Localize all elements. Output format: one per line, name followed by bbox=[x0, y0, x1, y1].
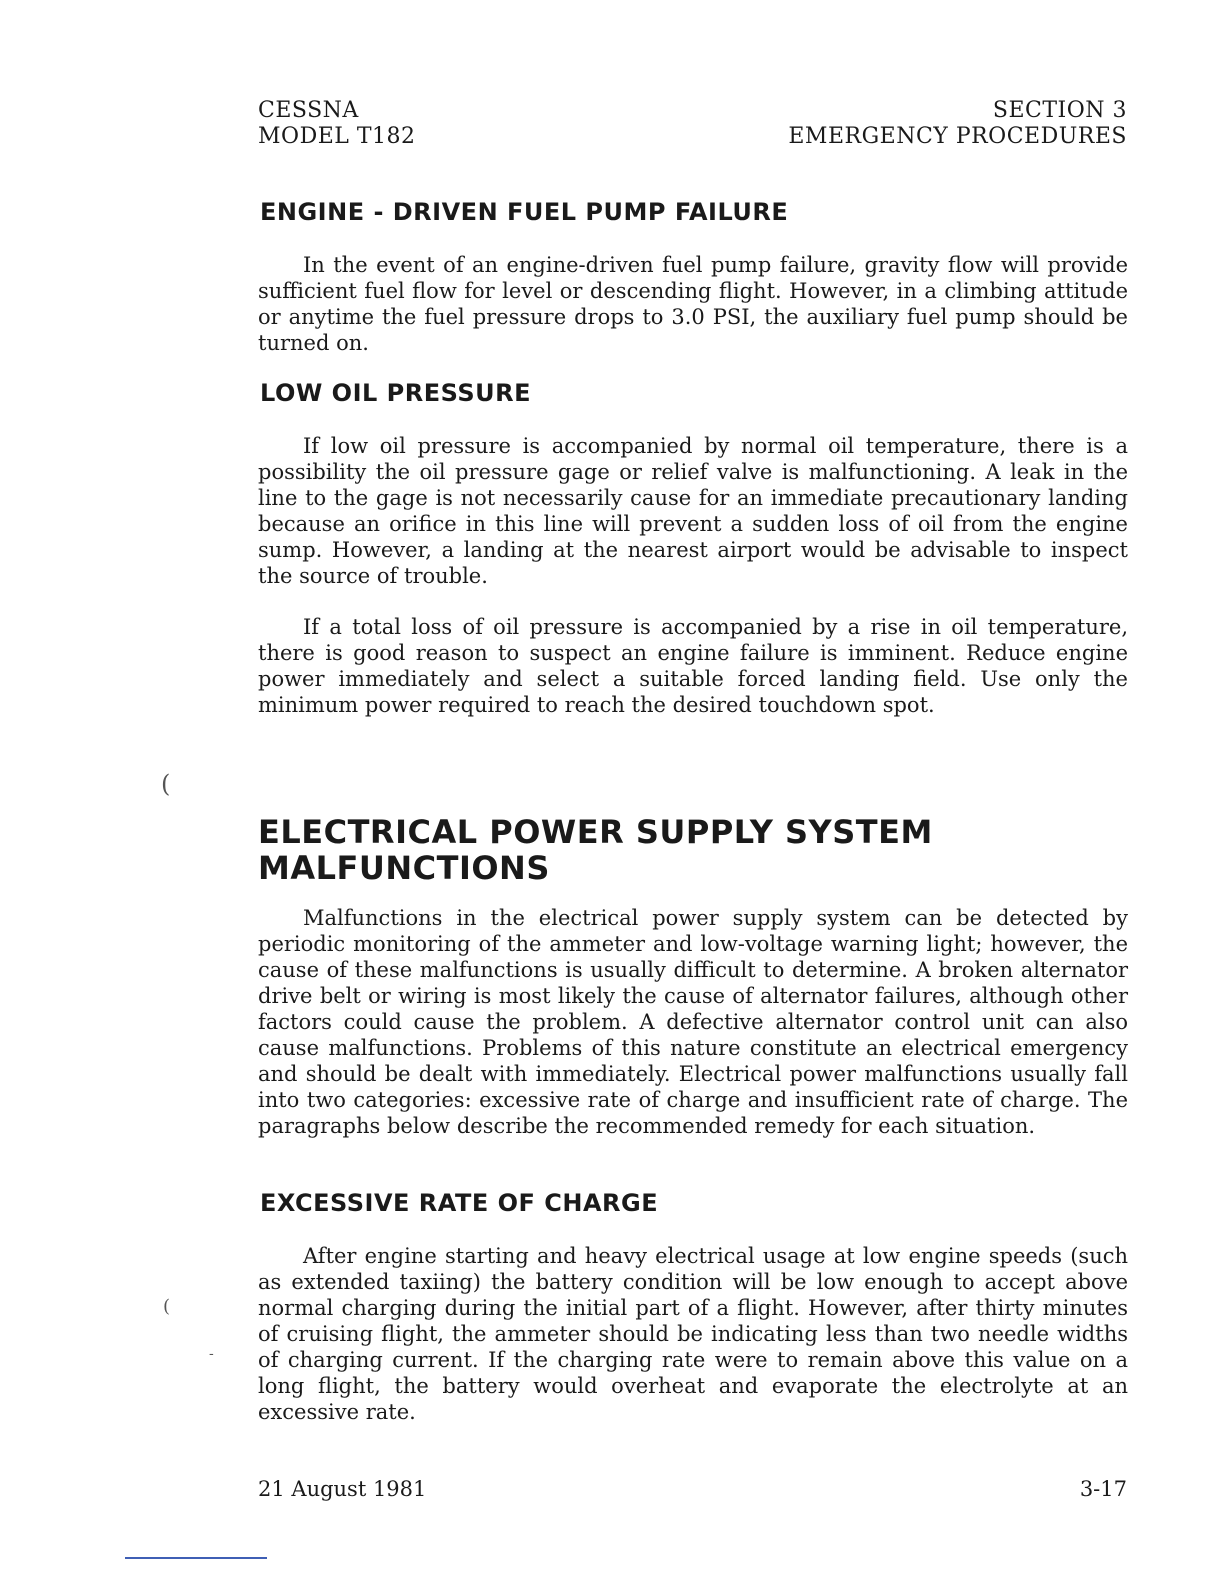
footer-date: 21 August 1981 bbox=[258, 1477, 427, 1501]
paragraph-excessive-rate-of-charge: After engine starting and heavy electrical usage at low engine speeds (such as extended taxiing) the battery condition will be low enough to accept above normal charging during the initial part of a flight. However, after thirty minutes of cruising flight, the ammeter should be indicating less than two needle widths of charging current. If the charging rate were to remain above this value on a long flight, the battery would overheat and evaporate the electrolyte at an excessive rate. bbox=[258, 1244, 1128, 1424]
heading-line-1: ELECTRICAL POWER SUPPLY SYSTEM bbox=[258, 813, 933, 851]
manufacturer-name: CESSNA bbox=[258, 98, 359, 123]
paragraph-low-oil-pressure-1: If low oil pressure is accompanied by normal oil temperature, there is a possibility the oil pressure gage or relief valve is malfunctioning. A leak in the line to the gage is not necessarily cause for an immediate precautionary landing because an orifice in this line will prevent a sudden loss of oil from the engine sump. However, a landing at the nearest airport would be advisable to inspect the source of trouble. bbox=[258, 434, 1128, 588]
model-name: MODEL T182 bbox=[258, 124, 416, 149]
heading-fuel-pump-failure: ENGINE - DRIVEN FUEL PUMP FAILURE bbox=[260, 198, 789, 226]
bottom-rule bbox=[125, 1557, 267, 1559]
section-title: EMERGENCY PROCEDURES bbox=[788, 124, 1127, 149]
heading-low-oil-pressure: LOW OIL PRESSURE bbox=[260, 379, 531, 407]
paragraph-fuel-pump-failure: In the event of an engine-driven fuel pump failure, gravity flow will provide sufficient fuel flow for level or descending flight. However, in a climbing attitude or anytime the fuel pressure drops to 3.0 PSI, the auxiliary fuel pump should be turned on. bbox=[258, 253, 1128, 355]
heading-electrical-malfunctions bbox=[258, 814, 1138, 886]
page-header-left bbox=[258, 98, 416, 150]
margin-mark: ( bbox=[163, 1296, 171, 1317]
footer-page-number: 3-17 bbox=[1079, 1477, 1127, 1501]
heading-excessive-rate-of-charge: EXCESSIVE RATE OF CHARGE bbox=[260, 1189, 659, 1217]
section-number: SECTION 3 bbox=[992, 98, 1127, 123]
paragraph-low-oil-pressure-2: If a total loss of oil pressure is accompanied by a rise in oil temperature, there is good reason to suspect an engine failure is imminent. Reduce engine power immediately and select a suitable forced landing field. Use only the minimum power required to reach the desired touchdown spot. bbox=[258, 615, 1128, 717]
heading-line-2: MALFUNCTIONS bbox=[258, 849, 550, 887]
paragraph-electrical-malfunctions: Malfunctions in the electrical power supply system can be detected by periodic monitoring of the ammeter and low-voltage warning light; however, the cause of these malfunctions is usually difficult to determine. A broken alternator drive belt or wiring is most likely the cause of alternator failures, although other factors could cause the problem. A defective alternator control unit can also cause malfunctions. Problems of this nature constitute an electrical emergency and should be dealt with immediately. Electrical power malfunctions usually fall into two categories: excessive rate of charge and insufficient rate of charge. The paragraphs below describe the recommended remedy for each situation. bbox=[258, 906, 1128, 1138]
margin-mark: - bbox=[209, 1346, 214, 1362]
page-header-right bbox=[788, 98, 1127, 150]
margin-mark: ( bbox=[161, 770, 171, 798]
